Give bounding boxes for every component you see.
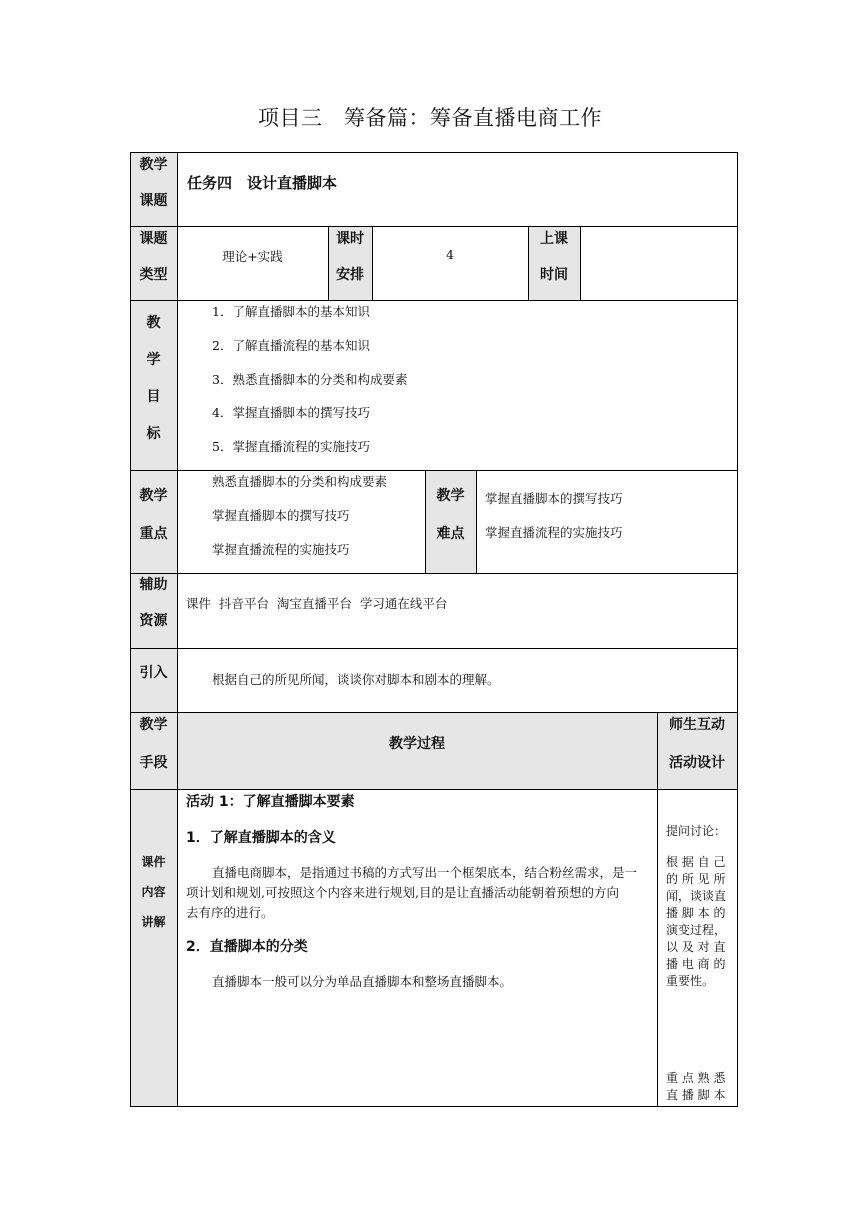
table-border <box>130 789 738 790</box>
side-note: 的 所 见 所 <box>666 872 726 886</box>
table-border <box>737 152 738 1107</box>
activity-title: 活动 1：了解直播脚本要素 <box>186 794 355 810</box>
paragraph-line: 直播电商脚本，是指通过书稿的方式写出一个框架底本，结合粉丝需求，是一 <box>212 865 638 880</box>
difficulty-item: 掌握直播流程的实施技巧 <box>485 525 623 540</box>
difficulty-item: 掌握直播脚本的撰写技巧 <box>485 491 623 506</box>
resources-value: 课件 抖音平台 淘宝直播平台 学习通在线平台 <box>186 596 448 611</box>
section-heading: 1．了解直播脚本的含义 <box>186 830 336 846</box>
page-title: 项目三 筹备篇：筹备直播电商工作 <box>258 106 602 130</box>
hours-value: 4 <box>446 247 454 262</box>
side-note: 演变过程， <box>666 923 727 937</box>
topic-value: 任务四 设计直播脚本 <box>187 174 338 192</box>
side-note: 重要性。 <box>666 974 715 988</box>
table-border <box>130 573 738 574</box>
side-note: 重 点 熟 悉 <box>666 1071 726 1085</box>
table-border <box>130 648 738 649</box>
goal-item: 5．掌握直播流程的实施技巧 <box>212 439 370 454</box>
side-note: 闻，谈谈直 <box>666 889 727 903</box>
key-item: 熟悉直播脚本的分类和构成要素 <box>212 474 388 489</box>
side-note: 根 据 自 己 <box>666 855 726 869</box>
key-item: 掌握直播脚本的撰写技巧 <box>212 508 350 523</box>
section-heading: 2．直播脚本的分类 <box>186 939 308 955</box>
side-note: 提问讨论： <box>666 824 727 838</box>
goal-item: 4．掌握直播脚本的撰写技巧 <box>212 405 370 420</box>
table-border <box>130 470 738 471</box>
side-note: 直 播 脚 本 <box>666 1088 726 1102</box>
intro-label: 引入 <box>139 665 168 681</box>
table-border <box>372 226 373 300</box>
goal-item: 3．熟悉直播脚本的分类和构成要素 <box>212 372 408 387</box>
table-border <box>130 300 738 301</box>
table-border <box>130 226 738 227</box>
label-bg <box>130 789 177 1106</box>
paragraph-line: 去有序的进行。 <box>186 905 274 920</box>
goal-item: 1．了解直播脚本的基本知识 <box>212 304 370 319</box>
table-border <box>580 226 581 300</box>
type-value: 理论+实践 <box>222 249 283 264</box>
paragraph: 直播脚本一般可以分为单品直播脚本和整场直播脚本。 <box>212 974 513 989</box>
process-header: 教学过程 <box>389 736 445 752</box>
side-note: 以 及 对 直 <box>666 940 726 954</box>
side-note: 播 电 商 的 <box>666 957 726 971</box>
paragraph-line: 项计划和规划,可按照这个内容来进行规划,目的是让直播活动能朝着预想的方向 <box>186 885 619 900</box>
table-border <box>130 1106 738 1107</box>
table-border <box>476 470 477 573</box>
intro-value: 根据自己的所见所闻，谈谈你对脚本和剧本的理解。 <box>212 672 500 687</box>
key-item: 掌握直播流程的实施技巧 <box>212 542 350 557</box>
goal-item: 2．了解直播流程的基本知识 <box>212 338 370 353</box>
table-border <box>130 712 738 713</box>
table-border <box>177 152 178 1106</box>
table-border <box>130 152 738 153</box>
side-note: 播 脚 本 的 <box>666 906 726 920</box>
